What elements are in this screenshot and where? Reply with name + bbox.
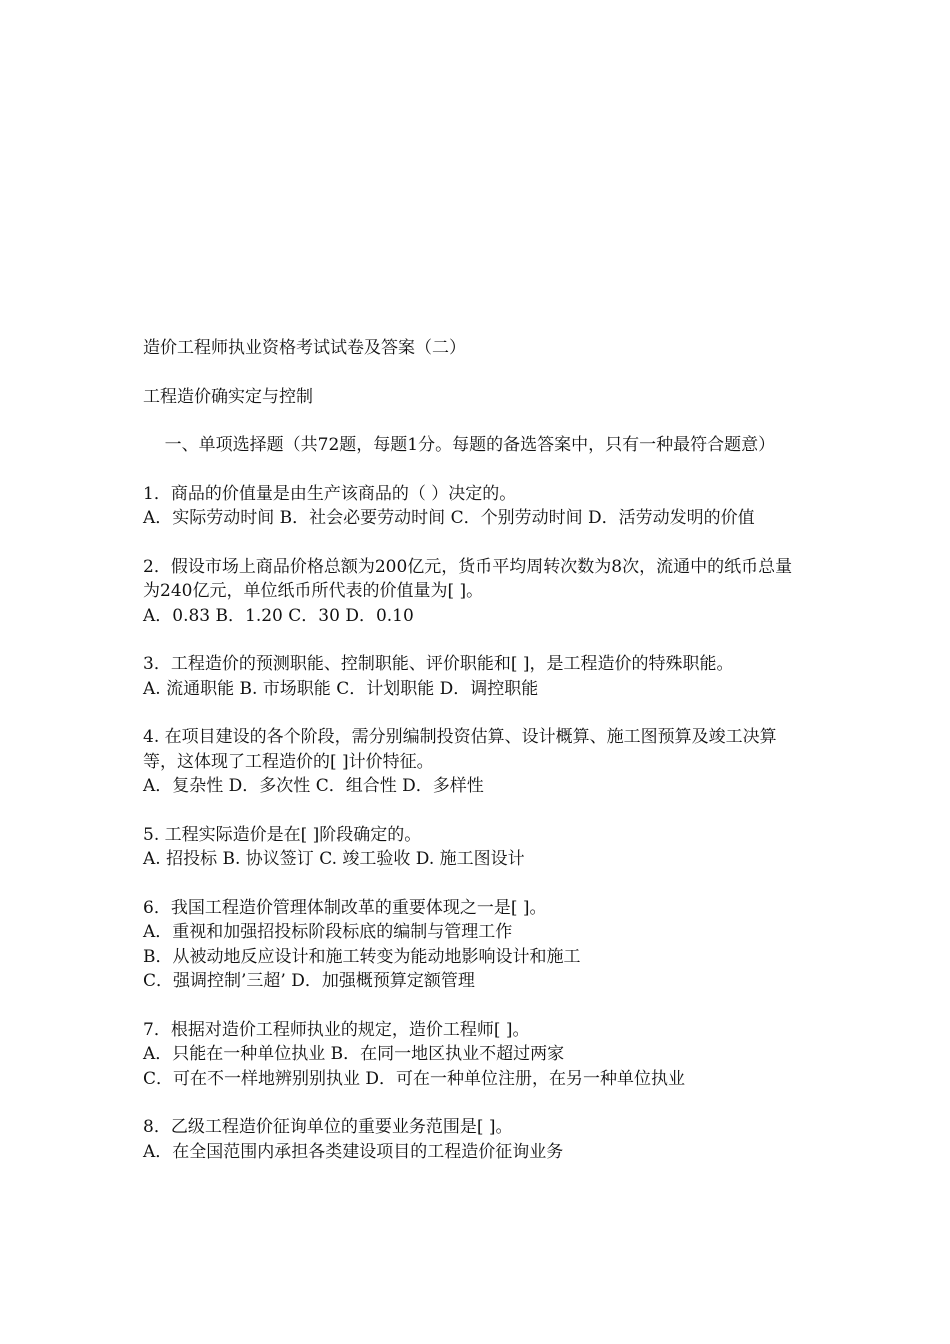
question-5 [143, 823, 808, 872]
question-option-ab: A．只能在一种单位执业 B．在同一地区执业不超过两家 [143, 1044, 565, 1064]
question-stem: 2．假设市场上商品价格总额为200亿元，货币平均周转次数为8次，流通中的纸币总量为240亿元，单位纸币所代表的价值量为[ ]。 [143, 556, 793, 601]
question-option-a: A．在全国范围内承担各类建设项目的工程造价征询业务 [143, 1141, 564, 1162]
question-options: A. 流通职能 B. 市场职能 C．计划职能 D．调控职能 [143, 678, 539, 699]
question-stem: 8．乙级工程造价征询单位的重要业务范围是[ ]。 [143, 1117, 513, 1137]
question-stem: 6．我国工程造价管理体制改革的重要体现之一是[ ]。 [143, 897, 547, 918]
question-stem: 4. 在项目建设的各个阶段，需分别编制投资估算、设计概算、施工图预算及竣工决算等，这体现了工程造价的[ ]计价特征。 [143, 727, 777, 772]
question-6 [143, 896, 808, 994]
question-options: A．0.83 B．1.20 C．30 D．0.10 [143, 605, 414, 626]
question-options: A．复杂性 D．多次性 C．组合性 D．多样性 [143, 776, 484, 796]
question-option-cd: C．强调控制’三超’ D．加强概预算定额管理 [143, 971, 475, 991]
question-options: A. 招投标 B. 协议签订 C. 竣工验收 D. 施工图设计 [143, 849, 525, 869]
document-title: 造价工程师执业资格考试试卷及答案（二） [143, 338, 466, 358]
question-7 [143, 1018, 808, 1092]
question-2 [143, 555, 808, 629]
question-option-a: A．重视和加强招投标阶段标底的编制与管理工作 [143, 922, 513, 942]
question-stem: 1．商品的价值量是由生产该商品的（ ）决定的。 [143, 483, 517, 504]
question-option-b: B．从被动地反应设计和施工转变为能动地影响设计和施工 [143, 946, 581, 967]
question-options: A．实际劳动时间 B．社会必要劳动时间 C．个别劳动时间 D．活劳动发明的价值 [143, 508, 755, 528]
question-1 [143, 482, 808, 531]
document-subtitle: 工程造价确实定与控制 [143, 386, 313, 407]
question-8 [143, 1115, 808, 1164]
question-stem: 7．根据对造价工程师执业的规定，造价工程师[ ]。 [143, 1019, 530, 1040]
section-heading: 一、单项选择题（共72题，每题1分。每题的备选答案中，只有一种最符合题意） [164, 435, 776, 455]
question-4 [143, 725, 808, 799]
question-stem: 3．工程造价的预测职能、控制职能、评价职能和[ ]，是工程造价的特殊职能。 [143, 654, 734, 674]
question-option-cd: C．可在不一样地辨别别执业 D．可在一种单位注册，在另一种单位执业 [143, 1068, 686, 1089]
question-3 [143, 652, 808, 701]
question-stem: 5. 工程实际造价是在[ ]阶段确定的。 [143, 824, 422, 845]
document-page [143, 336, 808, 1188]
